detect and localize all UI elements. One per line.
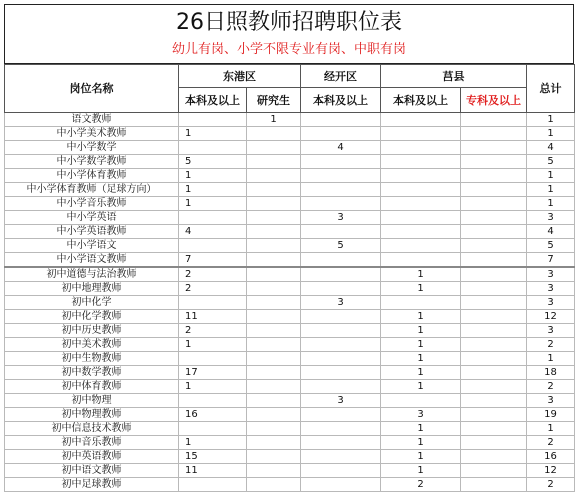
table-row: [5, 225, 575, 239]
cell-count: [381, 296, 461, 310]
cell-count: [179, 113, 247, 127]
page-subtitle: 幼儿有岗、小学不限专业有岗、中职有岗: [171, 42, 406, 57]
cell-count: 1: [381, 422, 461, 436]
cell-count: [247, 225, 301, 239]
table-row: [5, 282, 575, 296]
job-table: [4, 64, 575, 492]
header-district-donggang: 东港区: [179, 65, 301, 88]
header-district-jingkai: 经开区: [301, 65, 381, 88]
cell-count: [301, 408, 381, 422]
cell-total: 3: [527, 211, 575, 225]
cell-count: [461, 197, 527, 211]
cell-total: 7: [527, 253, 575, 268]
cell-position-name: 初中数学教师: [5, 366, 179, 380]
cell-count: [301, 366, 381, 380]
cell-position-name: 中小学体育教师（足球方向）: [5, 183, 179, 197]
cell-count: [247, 296, 301, 310]
cell-count: 3: [381, 408, 461, 422]
cell-count: 1: [179, 436, 247, 450]
cell-count: [381, 113, 461, 127]
cell-count: [301, 267, 381, 282]
table-row: [5, 183, 575, 197]
cell-count: [247, 169, 301, 183]
cell-count: [179, 422, 247, 436]
cell-count: [247, 380, 301, 394]
cell-count: 1: [179, 127, 247, 141]
header-position-name: 岗位名称: [5, 65, 179, 113]
cell-position-name: 初中美术教师: [5, 338, 179, 352]
table-row: [5, 380, 575, 394]
cell-total: 1: [527, 113, 575, 127]
cell-total: 4: [527, 141, 575, 155]
cell-count: [301, 380, 381, 394]
cell-count: 4: [301, 141, 381, 155]
cell-count: [461, 282, 527, 296]
cell-total: 19: [527, 408, 575, 422]
cell-count: 1: [381, 464, 461, 478]
cell-count: [461, 338, 527, 352]
cell-count: [461, 141, 527, 155]
cell-count: 1: [381, 436, 461, 450]
cell-count: [461, 183, 527, 197]
table-row: [5, 394, 575, 408]
cell-count: [301, 436, 381, 450]
cell-count: [381, 211, 461, 225]
table-row: [5, 352, 575, 366]
cell-position-name: 初中信息技术教师: [5, 422, 179, 436]
cell-count: [301, 282, 381, 296]
table-row: [5, 211, 575, 225]
cell-count: 1: [381, 282, 461, 296]
header-sub-col-5: 专科及以上: [461, 88, 527, 113]
table-row: [5, 436, 575, 450]
table-row: [5, 113, 575, 127]
cell-count: [461, 450, 527, 464]
cell-count: [461, 366, 527, 380]
cell-total: 1: [527, 352, 575, 366]
header-sub-col-1: 本科及以上: [179, 88, 247, 113]
cell-count: 1: [247, 113, 301, 127]
cell-total: 2: [527, 380, 575, 394]
table-row: [5, 127, 575, 141]
cell-count: [461, 478, 527, 492]
table-row: [5, 478, 575, 492]
cell-count: 7: [179, 253, 247, 268]
cell-total: 2: [527, 478, 575, 492]
cell-position-name: 初中化学教师: [5, 310, 179, 324]
cell-count: [381, 239, 461, 253]
cell-count: [179, 141, 247, 155]
cell-total: 1: [527, 127, 575, 141]
cell-count: 11: [179, 310, 247, 324]
header-total: 总计: [527, 65, 575, 113]
cell-count: [461, 394, 527, 408]
cell-total: 2: [527, 436, 575, 450]
cell-count: [247, 352, 301, 366]
cell-count: [247, 324, 301, 338]
cell-count: 2: [381, 478, 461, 492]
table-row: [5, 239, 575, 253]
cell-position-name: 初中生物教师: [5, 352, 179, 366]
cell-count: 2: [179, 267, 247, 282]
cell-count: 15: [179, 450, 247, 464]
cell-count: [461, 352, 527, 366]
table-row: [5, 408, 575, 422]
cell-count: [247, 282, 301, 296]
cell-total: 12: [527, 464, 575, 478]
cell-position-name: 初中化学: [5, 296, 179, 310]
cell-count: 5: [301, 239, 381, 253]
cell-count: [461, 127, 527, 141]
table-row: [5, 366, 575, 380]
cell-count: 1: [381, 267, 461, 282]
cell-count: 1: [381, 380, 461, 394]
table-row: [5, 141, 575, 155]
cell-count: [247, 127, 301, 141]
cell-position-name: 中小学音乐教师: [5, 197, 179, 211]
cell-count: [381, 197, 461, 211]
cell-total: 3: [527, 267, 575, 282]
table-body: [5, 113, 575, 492]
table-row: [5, 253, 575, 268]
header-sub-col-4: 本科及以上: [381, 88, 461, 113]
table-row: [5, 197, 575, 211]
cell-count: [247, 211, 301, 225]
table-row: [5, 267, 575, 282]
cell-total: 3: [527, 282, 575, 296]
cell-count: [301, 113, 381, 127]
cell-count: [301, 338, 381, 352]
cell-position-name: 初中足球教师: [5, 478, 179, 492]
cell-count: [301, 422, 381, 436]
cell-count: 1: [179, 380, 247, 394]
cell-count: [247, 338, 301, 352]
cell-position-name: 中小学数学教师: [5, 155, 179, 169]
cell-count: 1: [179, 338, 247, 352]
cell-count: [381, 394, 461, 408]
cell-count: [247, 155, 301, 169]
cell-count: 1: [381, 366, 461, 380]
cell-count: [301, 197, 381, 211]
cell-count: [461, 239, 527, 253]
cell-position-name: 语文教师: [5, 113, 179, 127]
cell-position-name: 初中英语教师: [5, 450, 179, 464]
cell-count: [381, 183, 461, 197]
cell-count: [247, 239, 301, 253]
cell-count: [381, 169, 461, 183]
cell-count: [301, 310, 381, 324]
cell-count: 17: [179, 366, 247, 380]
cell-count: [301, 169, 381, 183]
header-district-juxian: 莒县: [381, 65, 527, 88]
header-sub-col-3: 本科及以上: [301, 88, 381, 113]
cell-total: 3: [527, 394, 575, 408]
cell-count: [247, 253, 301, 268]
cell-count: [179, 211, 247, 225]
cell-count: [381, 155, 461, 169]
cell-count: [247, 310, 301, 324]
cell-total: 1: [527, 169, 575, 183]
cell-count: 1: [179, 169, 247, 183]
cell-position-name: 中小学数学: [5, 141, 179, 155]
cell-count: 5: [179, 155, 247, 169]
cell-count: [461, 310, 527, 324]
cell-count: [301, 253, 381, 268]
cell-count: [179, 352, 247, 366]
cell-count: 1: [381, 450, 461, 464]
cell-position-name: 初中音乐教师: [5, 436, 179, 450]
cell-total: 12: [527, 310, 575, 324]
cell-count: 1: [179, 197, 247, 211]
cell-total: 3: [527, 324, 575, 338]
table-row: [5, 464, 575, 478]
cell-count: [461, 225, 527, 239]
page-title: 26日照教师招聘职位表: [176, 10, 402, 35]
table-row: [5, 324, 575, 338]
cell-position-name: 初中历史教师: [5, 324, 179, 338]
header-sub-col-2: 研究生: [247, 88, 301, 113]
cell-count: [301, 155, 381, 169]
cell-count: [461, 422, 527, 436]
cell-count: 11: [179, 464, 247, 478]
table-row: [5, 310, 575, 324]
cell-count: [247, 183, 301, 197]
cell-count: [247, 366, 301, 380]
cell-count: [461, 267, 527, 282]
table-row: [5, 422, 575, 436]
cell-count: 1: [381, 324, 461, 338]
table-row: [5, 296, 575, 310]
cell-position-name: 初中语文教师: [5, 464, 179, 478]
cell-count: 1: [381, 352, 461, 366]
cell-count: 3: [301, 394, 381, 408]
cell-total: 3: [527, 296, 575, 310]
cell-count: [461, 380, 527, 394]
cell-count: [179, 394, 247, 408]
cell-count: [461, 211, 527, 225]
cell-count: [301, 127, 381, 141]
cell-position-name: 初中物理教师: [5, 408, 179, 422]
cell-total: 1: [527, 197, 575, 211]
cell-total: 4: [527, 225, 575, 239]
cell-total: 16: [527, 450, 575, 464]
cell-count: 16: [179, 408, 247, 422]
cell-count: [247, 450, 301, 464]
cell-count: [461, 253, 527, 268]
cell-position-name: 中小学语文: [5, 239, 179, 253]
cell-count: [381, 253, 461, 268]
cell-count: 4: [179, 225, 247, 239]
cell-count: [381, 141, 461, 155]
cell-total: 5: [527, 239, 575, 253]
cell-total: 1: [527, 422, 575, 436]
cell-count: [461, 464, 527, 478]
cell-count: [179, 478, 247, 492]
cell-count: [301, 183, 381, 197]
cell-count: [247, 197, 301, 211]
cell-count: 2: [179, 282, 247, 296]
cell-position-name: 初中物理: [5, 394, 179, 408]
cell-total: 1: [527, 183, 575, 197]
cell-position-name: 中小学语文教师: [5, 253, 179, 268]
cell-count: [247, 478, 301, 492]
cell-count: [247, 422, 301, 436]
cell-count: [461, 408, 527, 422]
cell-count: [247, 141, 301, 155]
cell-count: 3: [301, 296, 381, 310]
cell-count: [461, 296, 527, 310]
cell-count: [381, 127, 461, 141]
cell-position-name: 初中体育教师: [5, 380, 179, 394]
cell-total: 2: [527, 338, 575, 352]
cell-total: 5: [527, 155, 575, 169]
cell-count: 3: [301, 211, 381, 225]
cell-count: [301, 478, 381, 492]
table-row: [5, 450, 575, 464]
cell-count: [461, 436, 527, 450]
cell-position-name: 中小学英语: [5, 211, 179, 225]
cell-count: [301, 352, 381, 366]
cell-count: [301, 450, 381, 464]
cell-count: 1: [381, 310, 461, 324]
table-row: [5, 169, 575, 183]
cell-position-name: 中小学英语教师: [5, 225, 179, 239]
cell-count: 1: [381, 338, 461, 352]
cell-count: [301, 324, 381, 338]
cell-count: [179, 239, 247, 253]
cell-count: [461, 113, 527, 127]
cell-count: [247, 267, 301, 282]
cell-count: [461, 155, 527, 169]
cell-count: [247, 408, 301, 422]
cell-count: [301, 225, 381, 239]
cell-count: 2: [179, 324, 247, 338]
cell-count: [247, 436, 301, 450]
cell-position-name: 初中道德与法治教师: [5, 267, 179, 282]
cell-count: [179, 296, 247, 310]
title-block: [4, 4, 574, 64]
cell-count: [461, 324, 527, 338]
cell-count: [461, 169, 527, 183]
cell-count: 1: [179, 183, 247, 197]
cell-position-name: 中小学美术教师: [5, 127, 179, 141]
cell-count: [247, 464, 301, 478]
cell-count: [381, 225, 461, 239]
cell-count: [247, 394, 301, 408]
cell-count: [301, 464, 381, 478]
cell-position-name: 初中地理教师: [5, 282, 179, 296]
table-row: [5, 155, 575, 169]
cell-total: 18: [527, 366, 575, 380]
table-row: [5, 338, 575, 352]
cell-position-name: 中小学体育教师: [5, 169, 179, 183]
